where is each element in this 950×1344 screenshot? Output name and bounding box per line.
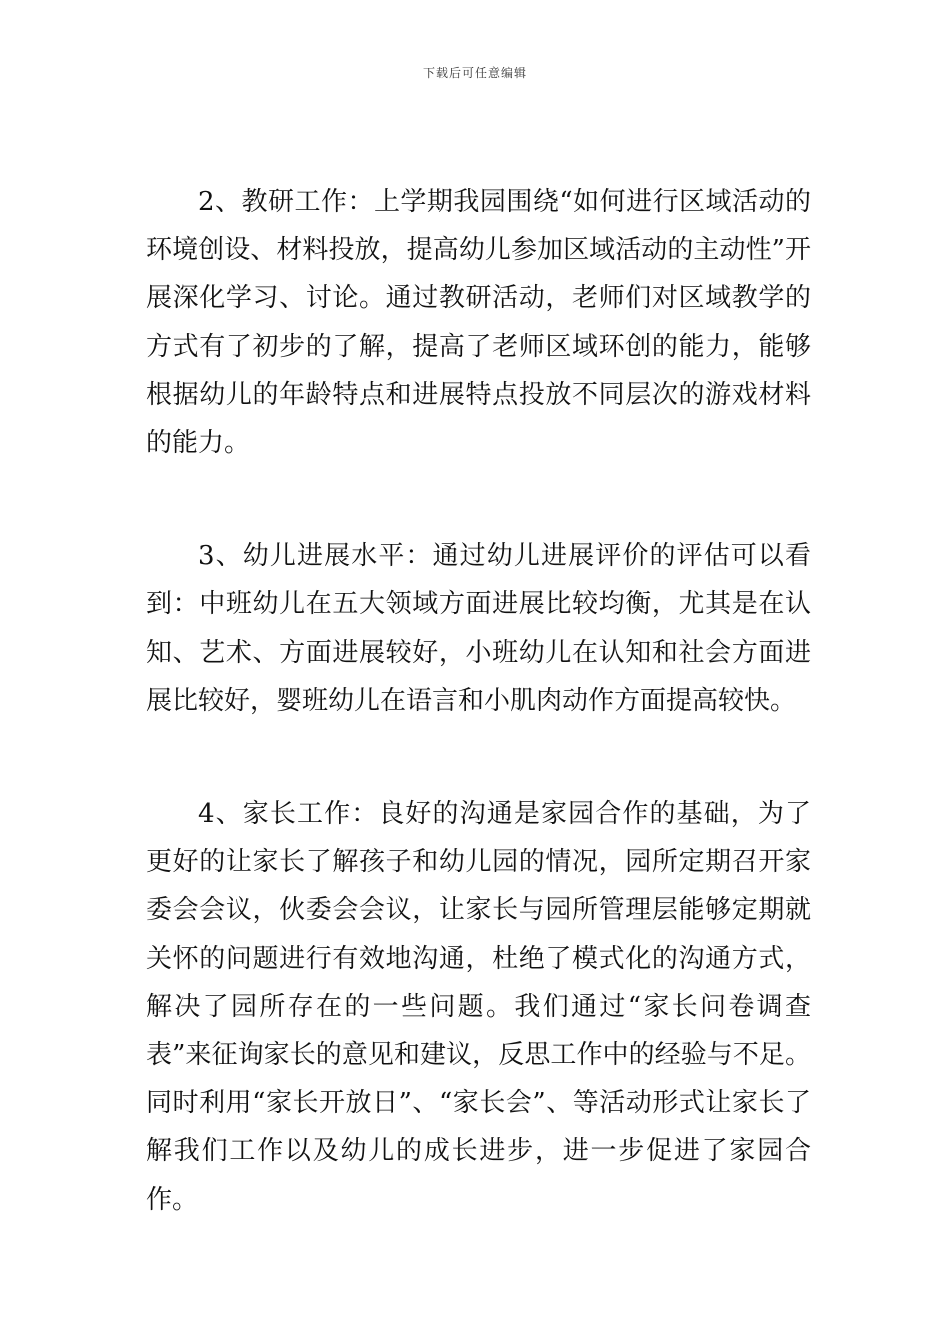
paragraph-teaching-research: 2、教研工作：上学期我园围绕“如何进行区域活动的环境创设、材料投放，提高幼儿参加区域活动的主动性”开展深化学习、讨论。通过教研活动，老师们对区域教学的方式有了初步的了解，提高了老师区域环创的能力，能够根据幼儿的年龄特点和进展特点投放不同层次的游戏材料的能力。: [146, 187, 811, 459]
paragraph-parent-work: 4、家长工作：良好的沟通是家园合作的基础，为了更好的让家长了解孩子和幼儿园的情况，园所定期召开家委会会议，伙委会会议，让家长与园所管理层能够定期就关怀的问题进行有效地沟通，杜绝了模式化的沟通方式，解决了园所存在的一些问题。我们通过“家长问卷调查表”来征询家长的意见和建议，反思工作中的经验与不足。同时利用“家长开放日”、“家长会”、等活动形式让家长了解我们工作以及幼儿的成长进步，进一步促进了家园合作。: [146, 799, 811, 1215]
paragraph-child-development: 3、幼儿进展水平：通过幼儿进展评价的评估可以看到：中班幼儿在五大领域方面进展比较均衡，尤其是在认知、艺术、方面进展较好，小班幼儿在认知和社会方面进展比较好，婴班幼儿在语言和小肌肉动作方面提高较快。: [146, 541, 811, 716]
document-body: [146, 178, 811, 1224]
page-header: 下载后可任意编辑: [422, 66, 527, 80]
